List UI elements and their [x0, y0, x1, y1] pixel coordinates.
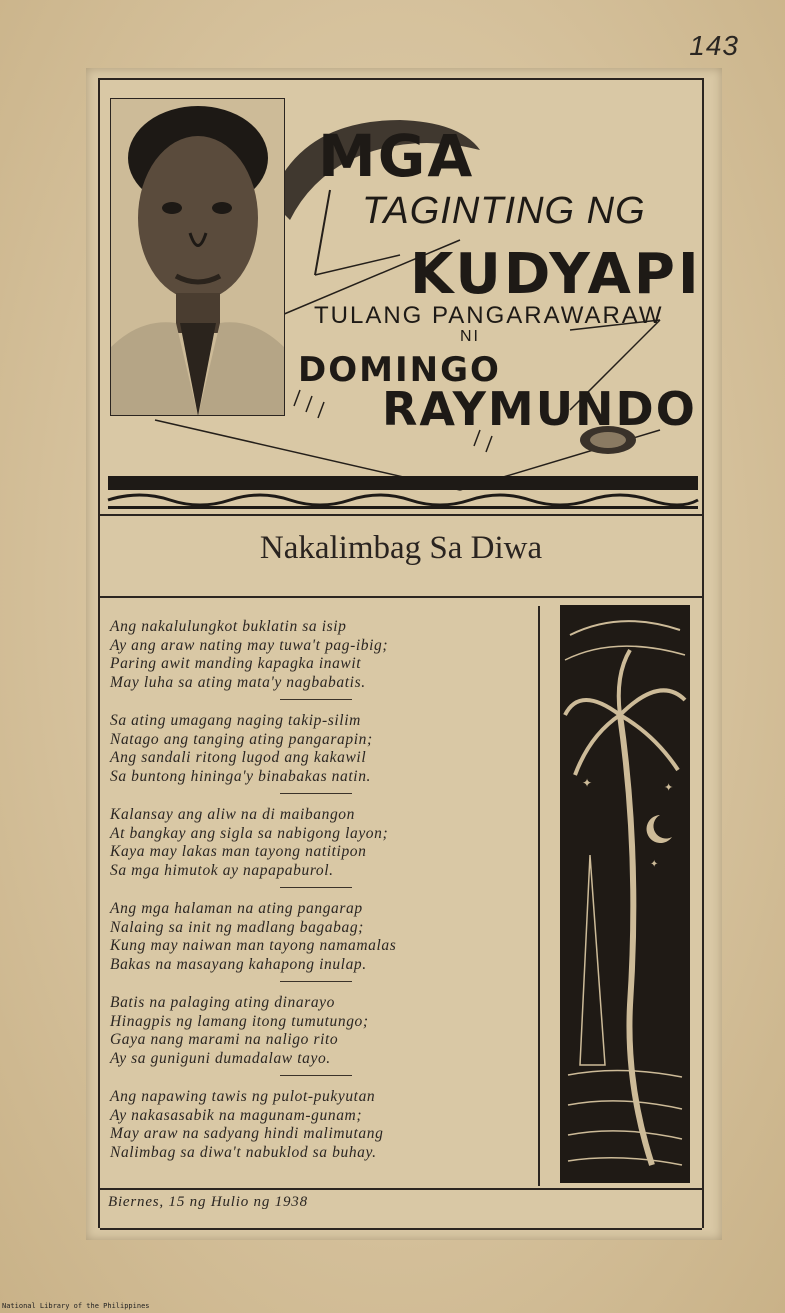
poem-line: Sa ating umagang naging takip-silim [110, 712, 361, 729]
stanza [110, 712, 540, 786]
stanza [110, 900, 540, 974]
poem-title: Nakalimbag Sa Diwa [259, 530, 543, 566]
poem-line: Sa mga himutok ay napapaburol. [110, 861, 334, 879]
header-rule [100, 514, 702, 516]
svg-text:✦: ✦ [582, 776, 593, 790]
poem-line: May luha sa ating mata'y nagbabatis. [110, 673, 366, 691]
svg-text:✦: ✦ [650, 859, 659, 870]
author-first-name: DOMINGO [298, 350, 501, 390]
poem-line: Ang napawing tawis ng pulot-pukyutan [110, 1088, 376, 1105]
title-mga: MGA [318, 122, 475, 190]
dateline: Biernes, 15 ng Hulio ng 1938 [108, 1194, 308, 1210]
footer-rule [100, 1188, 702, 1190]
poem-line: May araw na sadyang hindi malimutang [110, 1125, 384, 1142]
title-tulang-pangarawaraw: TULANG PANGARAWARAW [314, 302, 664, 329]
newspaper-clipping [86, 68, 722, 1240]
title-block [100, 80, 700, 520]
stanza-divider [280, 699, 352, 700]
stanza-divider [280, 887, 352, 888]
poem-line: Batis na palaging ating dinarayo [110, 994, 336, 1011]
poem-line: Sa buntong hininga'y binabakas natin. [110, 767, 372, 785]
library-credit: National Library of the Philippines [2, 1302, 150, 1310]
title-ni: NI [460, 328, 480, 345]
poem-line: Nalaing sa init ng madlang bagabag; [110, 918, 364, 936]
poem-line: Ang nakalulungkot buklatin sa isip [110, 618, 347, 635]
stanza-divider [280, 981, 352, 982]
bottom-rule [100, 1228, 702, 1230]
poem-line: Ang mga halaman na ating pangarap [110, 900, 363, 917]
stanza [110, 994, 540, 1068]
poem-line: Bakas na masayang kahapong inulap. [110, 955, 367, 973]
column-rule [538, 606, 540, 1186]
poem-body [110, 618, 540, 1181]
poem-line: Nalimbag sa diwa't nabuklod sa buhay. [110, 1143, 377, 1161]
poem-line: Natago ang tanging ating pangarapin; [110, 730, 373, 748]
stanza-divider [280, 1075, 352, 1076]
title-rule [100, 596, 702, 598]
palm-tree-illustration [560, 605, 690, 1183]
poem-line: Paring awit manding kapagka inawit [110, 655, 362, 672]
poem-line: Hinagpis ng lamang itong tumutungo; [110, 1012, 369, 1030]
poem-line: Ay ang araw nating may tuwa't pag-ibig; [110, 636, 389, 654]
poem-line: Gaya nang marami na naligo rito [110, 1031, 339, 1048]
poem-line: Kung may naiwan man tayong namamalas [110, 937, 397, 954]
poem-line: Ay nakasasabik na magunam-gunam; [110, 1106, 363, 1124]
poem-line: Kalansay ang aliw na di maibangon [110, 806, 355, 823]
stanza [110, 806, 540, 880]
poem-line: Ay sa guniguni dumadalaw tayo. [110, 1049, 331, 1067]
poem-line: Ang sandali ritong lugod ang kakawil [110, 749, 367, 766]
title-taginting: TAGINTING NG [362, 190, 646, 232]
stanza [110, 618, 540, 692]
folio-number: 143 [689, 30, 739, 61]
header-artwork [100, 80, 700, 520]
title-kudyapi: KUDYAPI [410, 242, 702, 307]
svg-text:✦: ✦ [664, 781, 674, 794]
author-last-name: RAYMUNDO [382, 382, 697, 436]
stanza-divider [280, 793, 352, 794]
poem-line: At bangkay ang sigla sa nabigong layon; [110, 824, 389, 842]
stanza [110, 1088, 540, 1162]
poem-line: Kaya may lakas man tayong natitipon [110, 843, 367, 860]
